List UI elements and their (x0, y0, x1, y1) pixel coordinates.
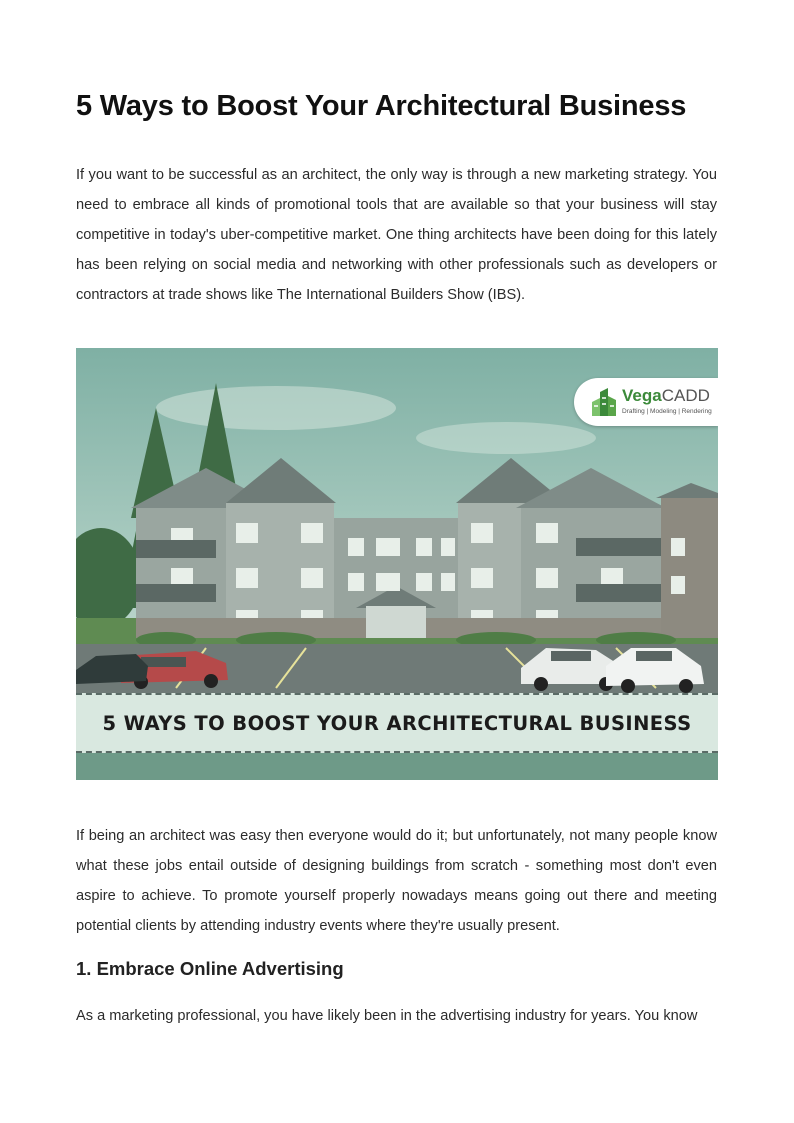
logo-wordmark (622, 386, 710, 406)
logo-building-icon (590, 386, 618, 418)
intro-paragraph: If you want to be successful as an architect, the only way is through a new marketing strategy. You need to embrace all kinds of promotional tools that are available so that your business will stay competitive in today's uber-competitive market. One thing architects have been doing for this lately has been relying on social media and networking with other professionals such as developers or contractors at trade shows like The International Builders Show (IBS). (76, 167, 717, 303)
logo-name-vega: Vega (622, 386, 662, 405)
article-title: 5 Ways to Boost Your Architectural Business (76, 90, 687, 122)
body-paragraph: If being an architect was easy then everyone would do it; but unfortunately, not many people know what these jobs entail outside of designing buildings from scratch - something most don't even aspire to achieve. To promote yourself properly nowadays means going out there and meeting potential clients by attending industry events where they're usually present. (76, 828, 717, 934)
hero-image (76, 348, 718, 780)
logo-tagline: Drafting | Modeling | Rendering (622, 408, 712, 415)
section-heading: 1. Embrace Online Advertising (76, 958, 344, 979)
logo-name-cadd: CADD (661, 386, 710, 405)
hero-banner (76, 693, 718, 753)
section-paragraph: As a marketing professional, you have likely been in the advertising industry for years. You know (76, 1008, 698, 1024)
hero-bottom-strip (76, 753, 718, 780)
vegacadd-logo (574, 378, 718, 426)
hero-banner-text: 5 WAYS TO BOOST YOUR ARCHITECTURAL BUSINESS (102, 711, 692, 735)
